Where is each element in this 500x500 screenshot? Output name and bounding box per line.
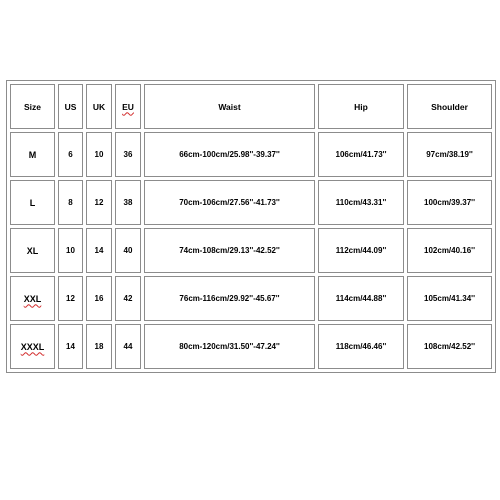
size-chart-table [6, 80, 496, 373]
header-shoulder: Shoulder [407, 84, 492, 129]
cell-uk: 10 [86, 132, 112, 177]
header-size: Size [10, 84, 55, 129]
cell-waist: 80cm-120cm/31.50''-47.24'' [144, 324, 315, 369]
cell-us: 12 [58, 276, 83, 321]
header-waist: Waist [144, 84, 315, 129]
cell-uk: 12 [86, 180, 112, 225]
cell-hip: 106cm/41.73'' [318, 132, 404, 177]
table-row [10, 180, 492, 225]
header-uk: UK [86, 84, 112, 129]
cell-us: 10 [58, 228, 83, 273]
cell-size [10, 276, 55, 321]
cell-us: 6 [58, 132, 83, 177]
cell-eu: 40 [115, 228, 141, 273]
cell-shoulder: 105cm/41.34'' [407, 276, 492, 321]
header-us: US [58, 84, 83, 129]
cell-uk: 14 [86, 228, 112, 273]
table-row [10, 132, 492, 177]
cell-eu: 36 [115, 132, 141, 177]
cell-shoulder: 102cm/40.16'' [407, 228, 492, 273]
cell-size: XL [10, 228, 55, 273]
header-eu-label: EU [122, 101, 134, 112]
cell-size: L [10, 180, 55, 225]
table-row [10, 276, 492, 321]
cell-uk: 16 [86, 276, 112, 321]
cell-hip: 118cm/46.46'' [318, 324, 404, 369]
cell-size [10, 324, 55, 369]
cell-eu: 44 [115, 324, 141, 369]
header-eu [115, 84, 141, 129]
cell-waist: 66cm-100cm/25.98''-39.37'' [144, 132, 315, 177]
header-hip: Hip [318, 84, 404, 129]
cell-eu: 42 [115, 276, 141, 321]
cell-shoulder: 97cm/38.19'' [407, 132, 492, 177]
cell-us: 8 [58, 180, 83, 225]
cell-uk: 18 [86, 324, 112, 369]
cell-waist: 74cm-108cm/29.13''-42.52'' [144, 228, 315, 273]
cell-size-label: XXXL [20, 341, 45, 352]
cell-shoulder: 108cm/42.52'' [407, 324, 492, 369]
cell-shoulder: 100cm/39.37'' [407, 180, 492, 225]
cell-us: 14 [58, 324, 83, 369]
table-row [10, 324, 492, 369]
cell-hip: 110cm/43.31'' [318, 180, 404, 225]
cell-size: M [10, 132, 55, 177]
cell-hip: 114cm/44.88'' [318, 276, 404, 321]
cell-size-label: XXL [23, 293, 42, 304]
cell-hip: 112cm/44.09'' [318, 228, 404, 273]
cell-waist: 70cm-106cm/27.56''-41.73'' [144, 180, 315, 225]
header-row [10, 84, 492, 129]
cell-waist: 76cm-116cm/29.92''-45.67'' [144, 276, 315, 321]
table-row [10, 228, 492, 273]
cell-eu: 38 [115, 180, 141, 225]
